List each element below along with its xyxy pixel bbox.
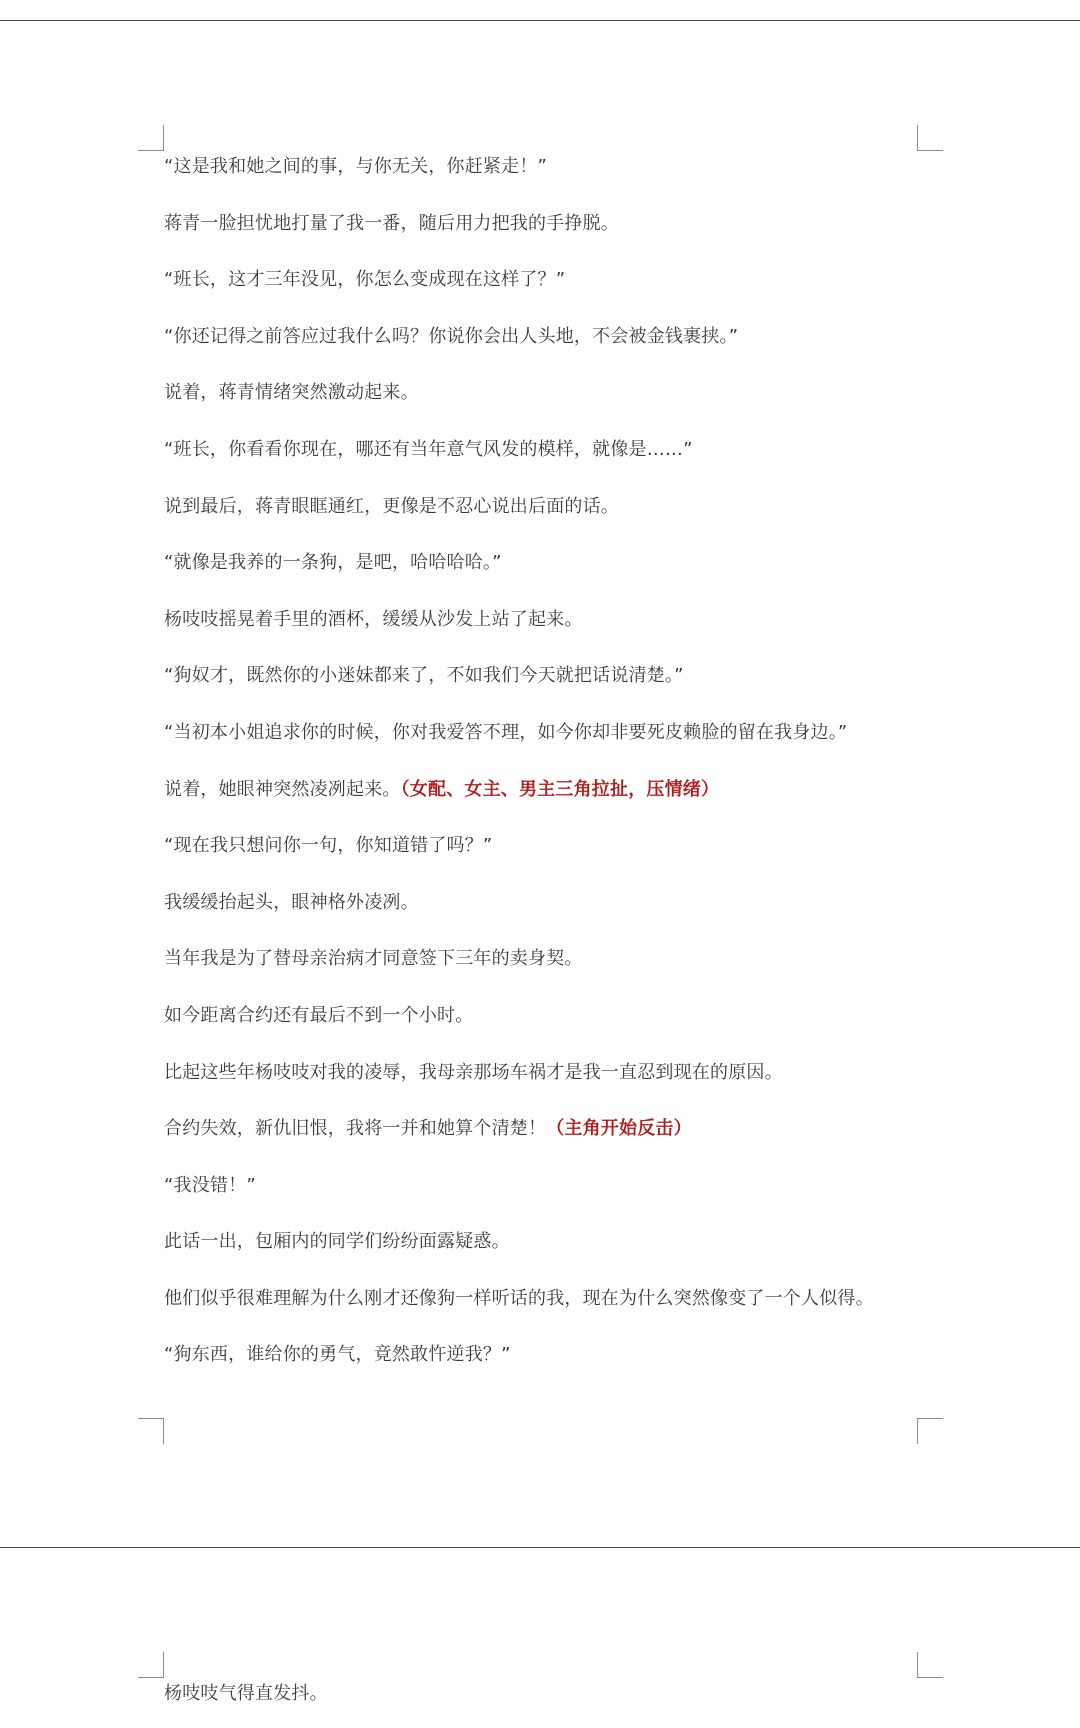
paragraph: “狗东西，谁给你的勇气，竟然敢忤逆我？”: [164, 1344, 511, 1366]
crop-mark-top-left: [138, 125, 164, 151]
paragraph: 当年我是为了替母亲治病才同意签下三年的卖身契。: [164, 948, 583, 970]
paragraph: “就像是我养的一条狗，是吧，哈哈哈哈。”: [164, 552, 502, 574]
paragraph: 如今距离合约还有最后不到一个小时。: [164, 1004, 474, 1026]
page-top-border: [0, 20, 1080, 21]
page1-body: [164, 151, 924, 1396]
paragraph-with-note: 合约失效，新仇旧恨，我将一并和她算个清楚！（主角开始反击）: [164, 1118, 692, 1140]
paragraph: “当初本小姐追求你的时候，你对我爱答不理，如今你却非要死皮赖脸的留在我身边。”: [164, 721, 848, 743]
paragraph: 说到最后，蒋青眼眶通红，更像是不忍心说出后面的话。: [164, 495, 619, 517]
paragraph: 说着，蒋青情绪突然激动起来。: [164, 382, 419, 404]
paragraph: “狗奴才，既然你的小迷妹都来了，不如我们今天就把话说清楚。”: [164, 665, 684, 687]
paragraph: “班长，这才三年没见，你怎么变成现在这样了？”: [164, 269, 566, 291]
page2-body: [164, 1678, 924, 1728]
paragraph: 此话一出，包厢内的同学们纷纷面露疑惑。: [164, 1231, 510, 1253]
editor-note: （女配、女主、男主三角拉扯，压情绪）: [400, 778, 720, 800]
editor-note: （主角开始反击）: [546, 1118, 692, 1140]
paragraph: 他们似乎很难理解为什么刚才还像狗一样听话的我，现在为什么突然像变了一个人似得。: [164, 1287, 874, 1309]
paragraph-with-note: 说着，她眼神突然凌冽起来。（女配、女主、男主三角拉扯，压情绪）: [164, 778, 720, 800]
page-break-line: [0, 1547, 1080, 1548]
paragraph: “我没错！”: [164, 1174, 256, 1196]
paragraph: “班长，你看看你现在，哪还有当年意气风发的模样，就像是……”: [164, 438, 693, 460]
crop-mark-bottom-right: [917, 1418, 943, 1444]
paragraph: 蒋青一脸担忧地打量了我一番，随后用力把我的手挣脱。: [164, 212, 619, 234]
paragraph: 杨吱吱气得直发抖。: [164, 1683, 328, 1704]
paragraph: 杨吱吱摇晃着手里的酒杯，缓缓从沙发上站了起来。: [164, 608, 583, 630]
crop-mark-bottom-left: [138, 1418, 164, 1444]
paragraph: 我缓缓抬起头，眼神格外凌冽。: [164, 891, 419, 913]
paragraph: “这是我和她之间的事，与你无关，你赶紧走！”: [164, 156, 548, 177]
crop-mark-top-right-page2: [917, 1652, 943, 1678]
paragraph: 比起这些年杨吱吱对我的凌辱，我母亲那场车祸才是我一直忍到现在的原因。: [164, 1061, 783, 1083]
paragraph: “现在我只想问你一句，你知道错了吗？”: [164, 835, 493, 857]
crop-mark-top-left-page2: [138, 1652, 164, 1678]
paragraph: “你还记得之前答应过我什么吗？你说你会出人头地，不会被金钱裹挟。”: [164, 325, 739, 347]
crop-mark-top-right: [917, 125, 943, 151]
